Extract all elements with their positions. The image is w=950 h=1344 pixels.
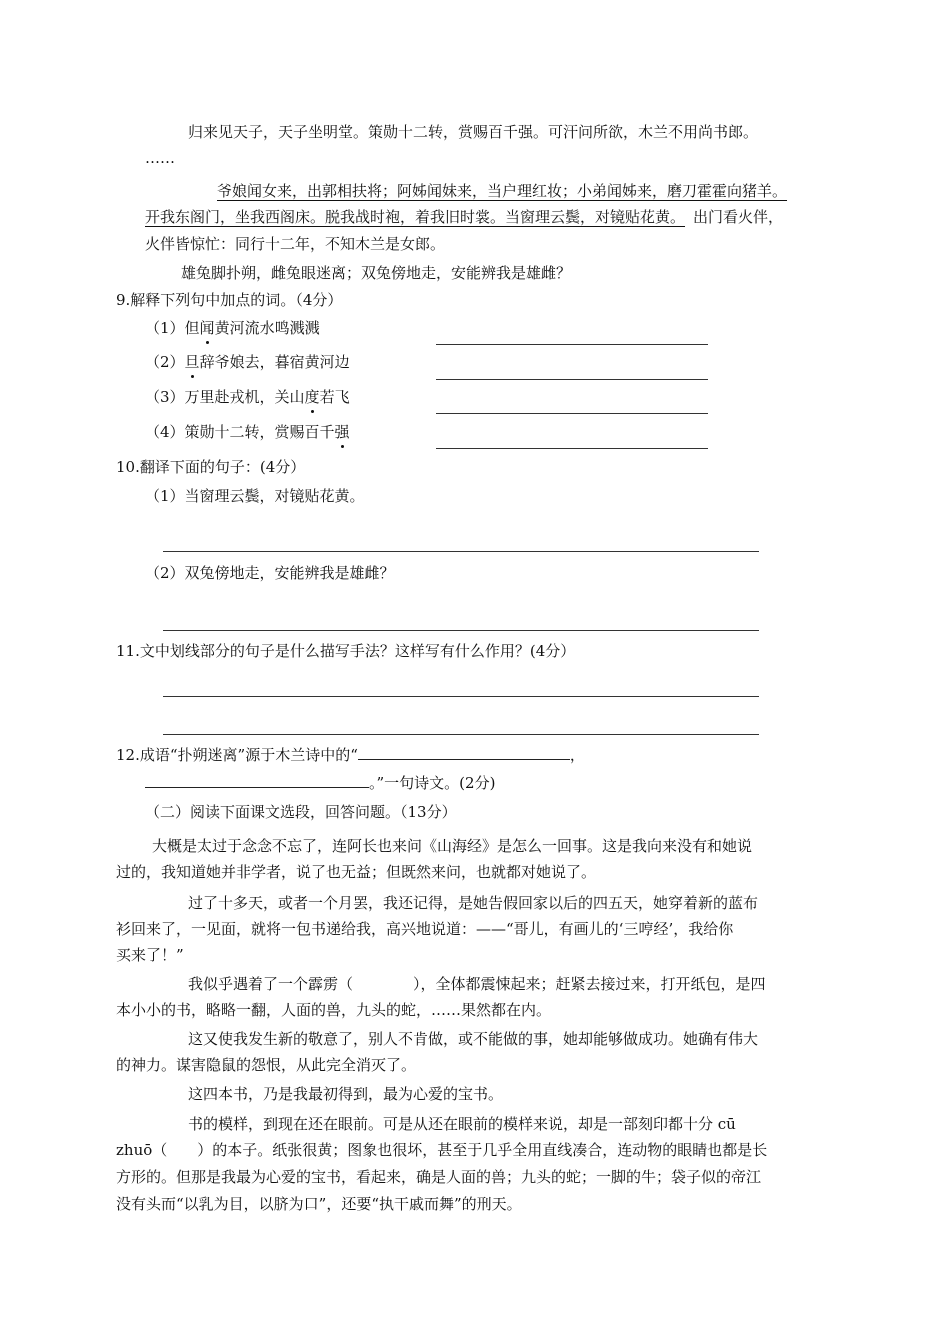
q10-answer-line-2[interactable] bbox=[163, 630, 759, 631]
dotted-word: 旦 bbox=[184, 353, 200, 371]
q11-answer-line-1[interactable] bbox=[163, 696, 759, 697]
passage2-p2-line-1: 过了十多天，或者一个月罢，我还记得，是她告假回家以后的四五天，她穿着新的蓝布 bbox=[188, 894, 759, 912]
dotted-word: 闻 bbox=[199, 319, 215, 337]
q11-answer-line-2[interactable] bbox=[163, 734, 759, 735]
passage2-p1-line-2: 过的，我知道她并非学者，说了也无益；但既然来问，也就都对她说了。 bbox=[116, 863, 597, 881]
passage2-p3-line-1: 我似乎遇着了一个霹雳（ ），全体都震悚起来；赶紧去接过来，打开纸包，是四 bbox=[188, 975, 766, 993]
underlined-sentence-2: 开我东阁门，坐我西阁床。脱我战时袍，着我旧时裳。当窗理云鬓，对镜贴花黄。 bbox=[145, 208, 686, 226]
q12-blank-1[interactable] bbox=[358, 743, 570, 760]
passage1-ellipsis: …… bbox=[145, 149, 175, 167]
q9-item-2: （2）旦辞爷娘去，暮宿黄河边 bbox=[145, 353, 350, 371]
q9-answer-line-4[interactable] bbox=[436, 448, 708, 449]
q9-item-1: （1）但闻黄河流水鸣溅溅 bbox=[145, 319, 320, 337]
passage1-line-5: 雄兔脚扑朔，雌兔眼迷离；双兔傍地走，安能辨我是雄雌？ bbox=[181, 264, 572, 282]
section2-title: （二）阅读下面课文选段，回答问题。（13分） bbox=[145, 803, 457, 821]
passage1-line-4: 火伴皆惊忙：同行十二年，不知木兰是女郎。 bbox=[145, 235, 446, 253]
passage2-p6-line-3: 方形的。但那是我最为心爱的宝书，看起来，确是人面的兽；九头的蛇；一脚的牛；袋子似的帝江 bbox=[116, 1168, 762, 1186]
passage2-p5-line-1: 这四本书，乃是我最初得到，最为心爱的宝书。 bbox=[188, 1085, 504, 1103]
q12-blank-2[interactable] bbox=[145, 771, 369, 788]
dotted-word: 度 bbox=[304, 388, 320, 406]
dotted-word: 强 bbox=[334, 423, 350, 441]
q12-line-1: 12.成语“扑朔迷离”源于木兰诗中的“ ， bbox=[116, 743, 585, 765]
passage2-p6-line-1: 书的模样，到现在还在眼前。可是从还在眼前的模样来说，却是一部刻印都十分 cū bbox=[188, 1115, 736, 1133]
q10-sentence-1: （1）当窗理云鬓，对镜贴花黄。 bbox=[145, 487, 365, 505]
passage2-p1-line-1: 大概是太过于念念不忘了，连阿长也来问《山海经》是怎么一回事。这是我向来没有和她说 bbox=[152, 837, 753, 855]
passage2-p4-line-1: 这又使我发生新的敬意了，别人不肯做，或不能做的事，她却能够做成功。她确有伟大 bbox=[188, 1030, 759, 1048]
q10-answer-line-1[interactable] bbox=[163, 551, 759, 552]
passage2-p6-line-4: 没有头而“以乳为目，以脐为口”，还要“执干戚而舞”的刑天。 bbox=[116, 1195, 522, 1213]
q10-sentence-2: （2）双兔傍地走，安能辨我是雄雌？ bbox=[145, 564, 395, 582]
passage1-line-3: 开我东阁门，坐我西阁床。脱我战时袍，着我旧时裳。当窗理云鬓，对镜贴花黄。 出门看火伴， bbox=[145, 208, 784, 226]
passage2-p3-line-2: 本小小的书，略略一翻，人面的兽，九头的蛇，……果然都在内。 bbox=[116, 1001, 552, 1019]
q12-line-2: 。”一句诗文。(2分) bbox=[145, 771, 495, 793]
passage2-p4-line-2: 的神力。谋害隐鼠的怨恨，从此完全消灭了。 bbox=[116, 1056, 417, 1074]
q9-item-3: （3）万里赴戎机，关山度若飞 bbox=[145, 388, 350, 406]
passage2-p6-line-2: zhuō（ ）的本子。纸张很黄；图象也很坏，甚至于几乎全用直线凑合，连动物的眼睛也都是长 bbox=[116, 1141, 768, 1159]
passage2-p2-line-3: 买来了！” bbox=[116, 946, 184, 964]
passage1-line-1: 归来见天子，天子坐明堂。策勋十二转，赏赐百千强。可汗问所欲，木兰不用尚书郎。 bbox=[188, 123, 759, 141]
q9-answer-line-2[interactable] bbox=[436, 379, 708, 380]
q9-answer-line-3[interactable] bbox=[436, 413, 708, 414]
q9-item-4: （4）策勋十二转，赏赐百千强 bbox=[145, 423, 350, 441]
passage1-line-2 bbox=[217, 181, 787, 201]
q11-title: 11.文中划线部分的句子是什么描写手法？这样写有什么作用？(4分） bbox=[116, 642, 576, 660]
q9-answer-line-1[interactable] bbox=[436, 344, 708, 345]
passage2-p2-line-2: 衫回来了，一见面，就将一包书递给我，高兴地说道：——“哥儿，有画儿的‘三哼经’，我给你 bbox=[116, 920, 734, 938]
q9-title: 9.解释下列句中加点的词。（4分） bbox=[116, 291, 343, 309]
underlined-sentence-1: 爷娘闻女来，出郭相扶将；阿姊闻妹来，当户理红妆；小弟闻姊来，磨刀霍霍向猪羊。 bbox=[217, 182, 788, 200]
q10-title: 10.翻译下面的句子：(4分） bbox=[116, 458, 306, 476]
